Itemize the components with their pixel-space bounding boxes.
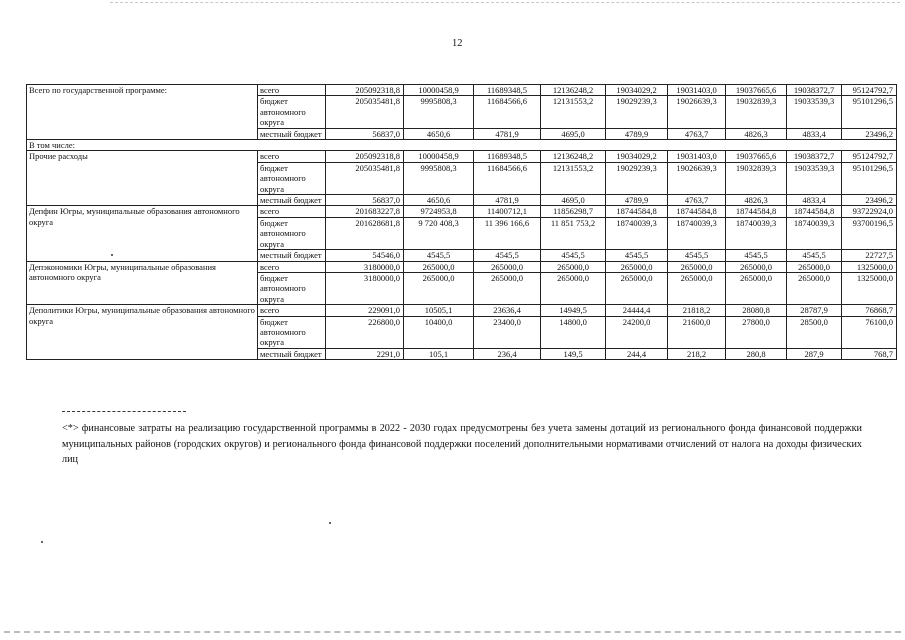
value-cell: 28787,9 [787, 305, 842, 316]
value-cell: 265000,0 [606, 272, 668, 304]
value-cell: 10000458,9 [404, 151, 474, 162]
value-cell: 22727,5 [842, 250, 897, 261]
value-cell: 4763,7 [668, 195, 726, 206]
value-cell: 4545,5 [606, 250, 668, 261]
footnote-rule [62, 411, 186, 412]
value-cell: 11400712,1 [474, 206, 541, 217]
value-cell: 265000,0 [541, 272, 606, 304]
funding-source-cell: всего [258, 305, 326, 316]
value-cell: 95124792,7 [842, 151, 897, 162]
value-cell: 4650,6 [404, 195, 474, 206]
budget-table-body [27, 85, 897, 360]
value-cell: 4545,5 [668, 250, 726, 261]
value-cell: 265000,0 [404, 272, 474, 304]
value-cell: 4781,9 [474, 128, 541, 139]
value-cell: 14949,5 [541, 305, 606, 316]
value-cell: 1325000,0 [842, 261, 897, 272]
value-cell: 76100,0 [842, 316, 897, 348]
value-cell: 265000,0 [404, 261, 474, 272]
value-cell: 11684566,6 [474, 162, 541, 194]
value-cell: 4650,6 [404, 128, 474, 139]
value-cell: 4545,5 [404, 250, 474, 261]
funding-source-cell: всего [258, 261, 326, 272]
value-cell: 265000,0 [668, 261, 726, 272]
value-cell: 93722924,0 [842, 206, 897, 217]
value-cell: 280,8 [726, 348, 787, 359]
program-name-cell: Всего по государственной программе: [27, 85, 258, 140]
value-cell: 19034029,2 [606, 151, 668, 162]
value-cell: 56837,0 [326, 195, 404, 206]
value-cell: 10505,1 [404, 305, 474, 316]
value-cell: 12131553,2 [541, 96, 606, 128]
value-cell: 19031403,0 [668, 85, 726, 96]
value-cell: 4833,4 [787, 195, 842, 206]
table-row [27, 206, 897, 217]
scan-edge-bottom [4, 631, 901, 633]
value-cell: 4545,5 [474, 250, 541, 261]
funding-source-cell: местный бюджет [258, 348, 326, 359]
value-cell: 4763,7 [668, 128, 726, 139]
funding-source-cell: местный бюджет [258, 195, 326, 206]
section-row [27, 140, 897, 151]
value-cell: 12136248,2 [541, 85, 606, 96]
funding-source-cell: местный бюджет [258, 128, 326, 139]
value-cell: 265000,0 [787, 261, 842, 272]
scan-speck [111, 254, 113, 256]
funding-source-cell: бюджет автономного округа [258, 162, 326, 194]
value-cell: 21600,0 [668, 316, 726, 348]
value-cell: 19029239,3 [606, 162, 668, 194]
value-cell: 19038372,7 [787, 151, 842, 162]
value-cell: 12131553,2 [541, 162, 606, 194]
value-cell: 12136248,2 [541, 151, 606, 162]
value-cell: 54546,0 [326, 250, 404, 261]
value-cell: 244,4 [606, 348, 668, 359]
value-cell: 19033539,3 [787, 162, 842, 194]
scan-speck [329, 522, 331, 524]
value-cell: 10400,0 [404, 316, 474, 348]
value-cell: 11684566,6 [474, 96, 541, 128]
value-cell: 4545,5 [787, 250, 842, 261]
value-cell: 19026639,3 [668, 96, 726, 128]
value-cell: 18740039,3 [787, 217, 842, 249]
table-row [27, 151, 897, 162]
value-cell: 205092318,8 [326, 151, 404, 162]
value-cell: 19032839,3 [726, 162, 787, 194]
value-cell: 10000458,9 [404, 85, 474, 96]
funding-source-cell: местный бюджет [258, 250, 326, 261]
value-cell: 24444,4 [606, 305, 668, 316]
value-cell: 4695,0 [541, 195, 606, 206]
value-cell: 265000,0 [474, 272, 541, 304]
value-cell: 19032839,3 [726, 96, 787, 128]
funding-source-cell: бюджет автономного округа [258, 96, 326, 128]
value-cell: 27800,0 [726, 316, 787, 348]
value-cell: 236,4 [474, 348, 541, 359]
value-cell: 95101296,5 [842, 162, 897, 194]
value-cell: 4695,0 [541, 128, 606, 139]
value-cell: 19026639,3 [668, 162, 726, 194]
value-cell: 9 720 408,3 [404, 217, 474, 249]
program-name-cell: Деполитики Югры, муниципальные образования автономного округа [27, 305, 258, 360]
value-cell: 19038372,7 [787, 85, 842, 96]
value-cell: 18740039,3 [668, 217, 726, 249]
value-cell: 23496,2 [842, 195, 897, 206]
value-cell: 265000,0 [726, 261, 787, 272]
value-cell: 4781,9 [474, 195, 541, 206]
table-row [27, 261, 897, 272]
value-cell: 18740039,3 [606, 217, 668, 249]
value-cell: 205092318,8 [326, 85, 404, 96]
value-cell: 28080,8 [726, 305, 787, 316]
value-cell: 11 851 753,2 [541, 217, 606, 249]
value-cell: 265000,0 [541, 261, 606, 272]
scan-edge-top [110, 2, 900, 3]
value-cell: 19029239,3 [606, 96, 668, 128]
value-cell: 76868,7 [842, 305, 897, 316]
value-cell: 11689348,5 [474, 151, 541, 162]
funding-source-cell: бюджет автономного округа [258, 316, 326, 348]
value-cell: 28500,0 [787, 316, 842, 348]
value-cell: 149,5 [541, 348, 606, 359]
value-cell: 4789,9 [606, 128, 668, 139]
value-cell: 11 396 166,6 [474, 217, 541, 249]
value-cell: 21818,2 [668, 305, 726, 316]
value-cell: 4826,3 [726, 128, 787, 139]
value-cell: 768,7 [842, 348, 897, 359]
value-cell: 23636,4 [474, 305, 541, 316]
value-cell: 93700196,5 [842, 217, 897, 249]
program-name-cell: Депфин Югры, муниципальные образования автономного округа [27, 206, 258, 261]
value-cell: 9995808,3 [404, 96, 474, 128]
value-cell: 265000,0 [606, 261, 668, 272]
value-cell: 19031403,0 [668, 151, 726, 162]
value-cell: 19037665,6 [726, 85, 787, 96]
value-cell: 9995808,3 [404, 162, 474, 194]
funding-source-cell: всего [258, 151, 326, 162]
scan-speck [41, 541, 43, 543]
value-cell: 23400,0 [474, 316, 541, 348]
value-cell: 3180000,0 [326, 272, 404, 304]
value-cell: 11856298,7 [541, 206, 606, 217]
value-cell: 4833,4 [787, 128, 842, 139]
funding-source-cell: бюджет автономного округа [258, 272, 326, 304]
value-cell: 19037665,6 [726, 151, 787, 162]
value-cell: 3180000,0 [326, 261, 404, 272]
value-cell: 4545,5 [541, 250, 606, 261]
program-name-cell: Депэкономики Югры, муниципальные образования автономного округа [27, 261, 258, 305]
value-cell: 265000,0 [474, 261, 541, 272]
value-cell: 19033539,3 [787, 96, 842, 128]
value-cell: 11689348,5 [474, 85, 541, 96]
value-cell: 265000,0 [668, 272, 726, 304]
value-cell: 18744584,8 [787, 206, 842, 217]
value-cell: 18744584,8 [606, 206, 668, 217]
value-cell: 201628681,8 [326, 217, 404, 249]
value-cell: 265000,0 [787, 272, 842, 304]
footnote-text: <*> финансовые затраты на реализацию государственной программы в 2022 - 2030 годах предусмотрены без учета замены дотаций из регионального фонда финансовой поддержки муниципальных районов (городских округов) и регионального фонда финансовой поддержки поселений дополнительными нормативами отчислений от налога на доходы физических лиц [62, 423, 862, 465]
value-cell: 218,2 [668, 348, 726, 359]
value-cell: 18744584,8 [668, 206, 726, 217]
value-cell: 105,1 [404, 348, 474, 359]
value-cell: 201683227,8 [326, 206, 404, 217]
funding-source-cell: всего [258, 85, 326, 96]
value-cell: 4789,9 [606, 195, 668, 206]
value-cell: 19034029,2 [606, 85, 668, 96]
value-cell: 23496,2 [842, 128, 897, 139]
section-label: В том числе: [27, 140, 897, 151]
value-cell: 56837,0 [326, 128, 404, 139]
value-cell: 4545,5 [726, 250, 787, 261]
table-row [27, 85, 897, 96]
value-cell: 14800,0 [541, 316, 606, 348]
value-cell: 9724953,8 [404, 206, 474, 217]
page-number: 12 [452, 38, 463, 49]
value-cell: 24200,0 [606, 316, 668, 348]
value-cell: 287,9 [787, 348, 842, 359]
value-cell: 18744584,8 [726, 206, 787, 217]
value-cell: 205035481,8 [326, 162, 404, 194]
value-cell: 18740039,3 [726, 217, 787, 249]
value-cell: 265000,0 [726, 272, 787, 304]
value-cell: 226800,0 [326, 316, 404, 348]
budget-table [26, 84, 897, 360]
value-cell: 2291,0 [326, 348, 404, 359]
value-cell: 95101296,5 [842, 96, 897, 128]
value-cell: 205035481,8 [326, 96, 404, 128]
value-cell: 4826,3 [726, 195, 787, 206]
value-cell: 1325000,0 [842, 272, 897, 304]
table-row [27, 305, 897, 316]
program-name-cell: Прочие расходы [27, 151, 258, 206]
value-cell: 229091,0 [326, 305, 404, 316]
value-cell: 95124792,7 [842, 85, 897, 96]
funding-source-cell: бюджет автономного округа [258, 217, 326, 249]
funding-source-cell: всего [258, 206, 326, 217]
